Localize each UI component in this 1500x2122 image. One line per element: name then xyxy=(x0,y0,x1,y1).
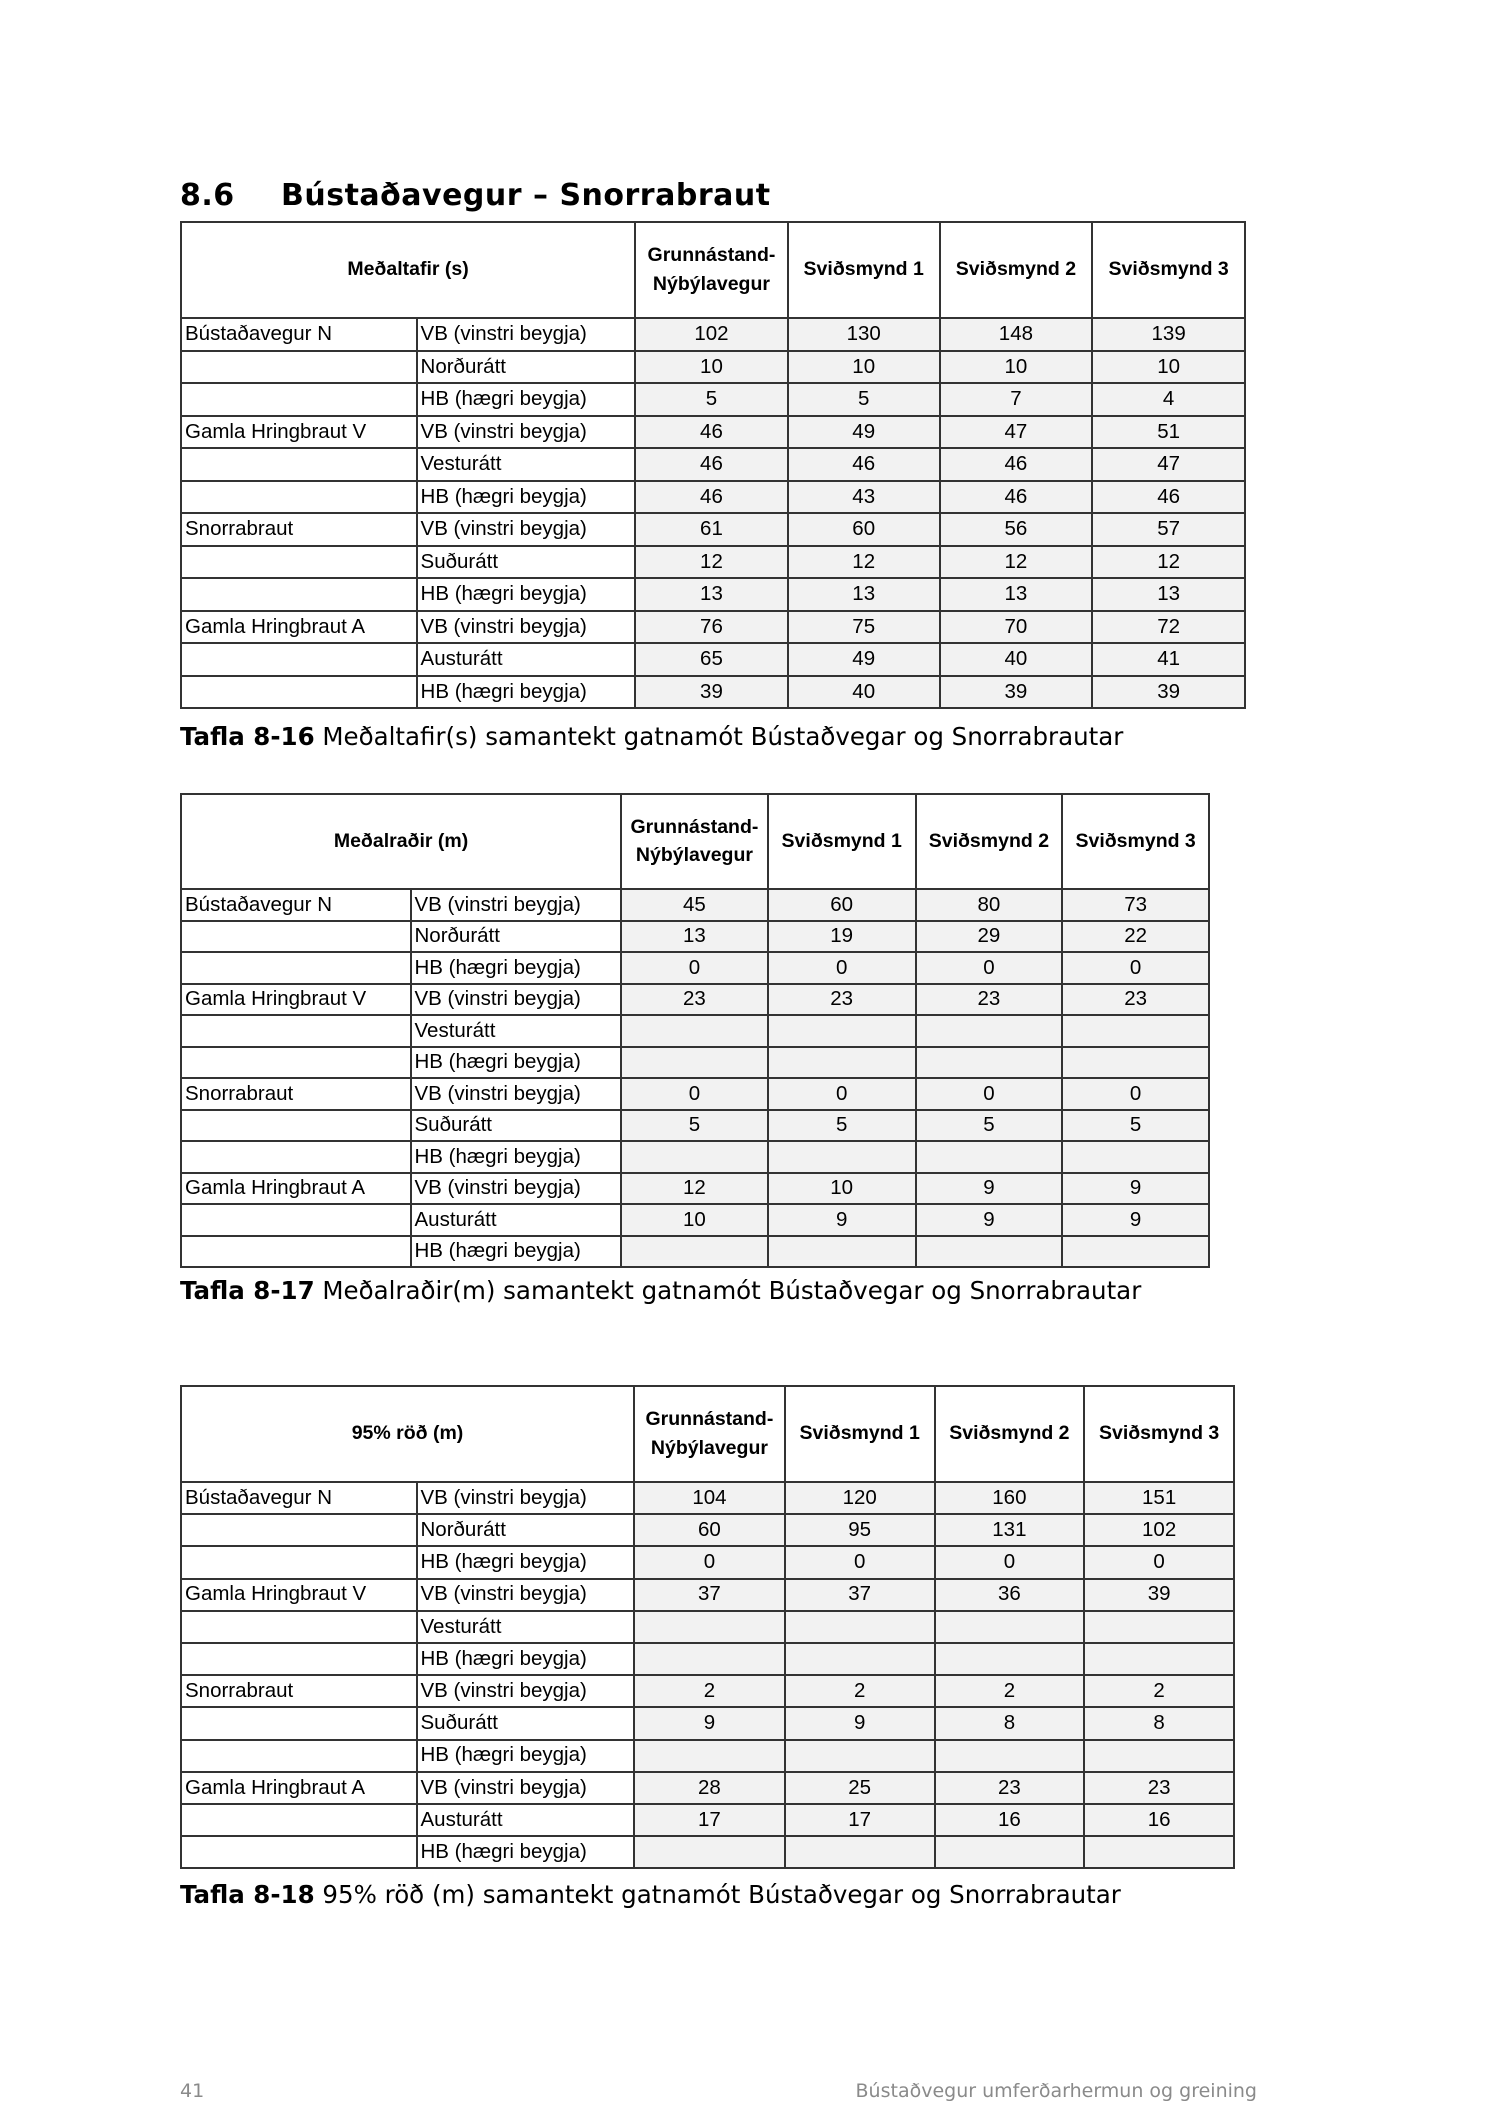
location-cell xyxy=(181,676,417,709)
value-cell: 2 xyxy=(935,1675,1085,1707)
location-cell: Bústaðavegur N xyxy=(181,318,417,351)
value-cell: 39 xyxy=(635,676,788,709)
location-cell xyxy=(181,546,417,579)
value-cell xyxy=(785,1836,935,1868)
value-cell: 40 xyxy=(940,643,1093,676)
value-cell xyxy=(768,1015,916,1047)
value-cell: 0 xyxy=(785,1546,935,1578)
col-header-baseline xyxy=(634,1386,785,1482)
table-body xyxy=(181,889,1209,1267)
location-cell xyxy=(181,1707,417,1739)
caption-label: Tafla 8-17 xyxy=(180,1276,315,1305)
document-title: Bústaðvegur umferðarhermun og greining xyxy=(855,2080,1257,2102)
value-cell: 36 xyxy=(935,1579,1085,1611)
table-row xyxy=(181,611,1245,644)
movement-cell: HB (hægri beygja) xyxy=(417,383,636,416)
value-cell xyxy=(1084,1740,1234,1772)
location-cell: Gamla Hringbraut A xyxy=(181,611,417,644)
value-cell: 9 xyxy=(634,1707,785,1739)
location-cell xyxy=(181,351,417,384)
value-cell: 12 xyxy=(1092,546,1245,579)
table-title-cell: Meðalraðir (m) xyxy=(181,794,621,889)
value-cell: 70 xyxy=(940,611,1093,644)
caption-text: Meðalraðir(m) samantekt gatnamót Bústaðvegar og Snorrabrautar xyxy=(314,1276,1142,1305)
value-cell: 0 xyxy=(916,1078,1063,1110)
value-cell: 5 xyxy=(621,1110,768,1142)
location-cell: Gamla Hringbraut A xyxy=(181,1173,411,1205)
value-cell: 13 xyxy=(621,921,768,953)
value-cell: 51 xyxy=(1092,416,1245,449)
value-cell: 22 xyxy=(1062,921,1209,953)
col-header-scenario-3: Sviðsmynd 3 xyxy=(1092,222,1245,318)
value-cell: 9 xyxy=(1062,1204,1209,1236)
caption-label: Tafla 8-18 xyxy=(180,1880,315,1909)
location-cell xyxy=(181,1110,411,1142)
value-cell xyxy=(916,1236,1063,1268)
value-cell xyxy=(768,1141,916,1173)
header-row xyxy=(181,794,1209,889)
location-cell: Bústaðavegur N xyxy=(181,889,411,921)
location-cell xyxy=(181,1804,417,1836)
value-cell: 0 xyxy=(621,952,768,984)
table-caption xyxy=(180,1880,1121,1909)
movement-cell: VB (vinstri beygja) xyxy=(417,1675,635,1707)
location-cell xyxy=(181,1836,417,1868)
value-cell xyxy=(768,1047,916,1079)
movement-cell: Austurátt xyxy=(417,1804,635,1836)
section-title: Bústaðavegur – Snorrabraut xyxy=(281,178,771,213)
movement-cell: VB (vinstri beygja) xyxy=(417,1772,635,1804)
movement-cell: Austurátt xyxy=(411,1204,622,1236)
value-cell xyxy=(1062,1015,1209,1047)
movement-cell: HB (hægri beygja) xyxy=(411,1236,622,1268)
value-cell xyxy=(621,1141,768,1173)
value-cell: 0 xyxy=(1062,1078,1209,1110)
table-row xyxy=(181,1141,1209,1173)
col-header-scenario-1: Sviðsmynd 1 xyxy=(788,222,940,318)
value-cell: 13 xyxy=(940,578,1093,611)
col-header-baseline-line2: Nýbýlavegur xyxy=(635,844,753,866)
table-row xyxy=(181,1740,1234,1772)
table-row xyxy=(181,1643,1234,1675)
value-cell xyxy=(621,1015,768,1047)
table-row xyxy=(181,1236,1209,1268)
value-cell: 49 xyxy=(788,643,940,676)
movement-cell: Suðurátt xyxy=(411,1110,622,1142)
movement-cell: Austurátt xyxy=(417,643,636,676)
movement-cell: HB (hægri beygja) xyxy=(417,1546,635,1578)
value-cell: 16 xyxy=(935,1804,1085,1836)
value-cell: 37 xyxy=(785,1579,935,1611)
table-row xyxy=(181,1611,1234,1643)
value-cell: 13 xyxy=(1092,578,1245,611)
table-row xyxy=(181,952,1209,984)
value-cell: 80 xyxy=(916,889,1063,921)
table-row xyxy=(181,1707,1234,1739)
value-cell xyxy=(785,1643,935,1675)
header-row xyxy=(181,222,1245,318)
value-cell: 120 xyxy=(785,1482,935,1514)
value-cell: 60 xyxy=(768,889,916,921)
value-cell: 148 xyxy=(940,318,1093,351)
value-cell: 7 xyxy=(940,383,1093,416)
location-cell xyxy=(181,1141,411,1173)
value-cell: 5 xyxy=(916,1110,1063,1142)
value-cell: 57 xyxy=(1092,513,1245,546)
caption-text: Meðaltafir(s) samantekt gatnamót Bústaðvegar og Snorrabrautar xyxy=(314,722,1124,751)
value-cell: 0 xyxy=(916,952,1063,984)
value-cell: 28 xyxy=(634,1772,785,1804)
value-cell: 2 xyxy=(785,1675,935,1707)
value-cell: 60 xyxy=(634,1514,785,1546)
table-row xyxy=(181,1772,1234,1804)
table-row xyxy=(181,351,1245,384)
value-cell xyxy=(935,1836,1085,1868)
table-row xyxy=(181,921,1209,953)
header-row xyxy=(181,1386,1234,1482)
value-cell: 46 xyxy=(635,448,788,481)
value-cell: 37 xyxy=(634,1579,785,1611)
movement-cell: VB (vinstri beygja) xyxy=(411,889,622,921)
value-cell: 23 xyxy=(1084,1772,1234,1804)
section-number: 8.6 xyxy=(180,178,235,213)
location-cell xyxy=(181,643,417,676)
location-cell xyxy=(181,1204,411,1236)
movement-cell: Norðurátt xyxy=(417,351,636,384)
location-cell: Gamla Hringbraut V xyxy=(181,416,417,449)
value-cell: 72 xyxy=(1092,611,1245,644)
location-cell: Gamla Hringbraut V xyxy=(181,1579,417,1611)
col-header-scenario-2: Sviðsmynd 2 xyxy=(916,794,1063,889)
value-cell: 40 xyxy=(788,676,940,709)
value-cell: 5 xyxy=(635,383,788,416)
table-row xyxy=(181,676,1245,709)
col-header-baseline-line1: Grunnástand- xyxy=(647,244,776,266)
value-cell: 23 xyxy=(916,984,1063,1016)
location-cell xyxy=(181,1514,417,1546)
value-cell: 12 xyxy=(788,546,940,579)
value-cell: 10 xyxy=(621,1204,768,1236)
value-cell xyxy=(916,1141,1063,1173)
value-cell: 10 xyxy=(1092,351,1245,384)
location-cell xyxy=(181,1015,411,1047)
value-cell: 73 xyxy=(1062,889,1209,921)
col-header-baseline xyxy=(635,222,788,318)
table-row xyxy=(181,1675,1234,1707)
movement-cell: HB (hægri beygja) xyxy=(417,1643,635,1675)
value-cell: 130 xyxy=(788,318,940,351)
table-row xyxy=(181,1047,1209,1079)
value-cell: 39 xyxy=(940,676,1093,709)
table-row xyxy=(181,1078,1209,1110)
value-cell: 10 xyxy=(768,1173,916,1205)
movement-cell: VB (vinstri beygja) xyxy=(417,611,636,644)
col-header-scenario-3: Sviðsmynd 3 xyxy=(1062,794,1209,889)
value-cell: 46 xyxy=(635,416,788,449)
value-cell xyxy=(634,1836,785,1868)
col-header-baseline-line1: Grunnástand- xyxy=(645,1408,774,1430)
value-cell: 47 xyxy=(940,416,1093,449)
value-cell: 9 xyxy=(916,1173,1063,1205)
movement-cell: VB (vinstri beygja) xyxy=(411,984,622,1016)
value-cell: 46 xyxy=(940,448,1093,481)
value-cell: 0 xyxy=(935,1546,1085,1578)
table-row xyxy=(181,416,1245,449)
value-cell: 13 xyxy=(635,578,788,611)
value-cell: 65 xyxy=(635,643,788,676)
value-cell xyxy=(785,1740,935,1772)
value-cell: 17 xyxy=(785,1804,935,1836)
movement-cell: Vesturátt xyxy=(411,1015,622,1047)
table-row xyxy=(181,448,1245,481)
value-cell: 23 xyxy=(768,984,916,1016)
value-cell: 43 xyxy=(788,481,940,514)
location-cell xyxy=(181,952,411,984)
value-cell: 47 xyxy=(1092,448,1245,481)
movement-cell: VB (vinstri beygja) xyxy=(417,1482,635,1514)
movement-cell: HB (hægri beygja) xyxy=(417,481,636,514)
col-header-baseline xyxy=(621,794,768,889)
value-cell: 39 xyxy=(1092,676,1245,709)
location-cell: Snorrabraut xyxy=(181,513,417,546)
value-cell xyxy=(916,1015,1063,1047)
value-cell xyxy=(768,1236,916,1268)
table-row xyxy=(181,1836,1234,1868)
value-cell: 12 xyxy=(621,1173,768,1205)
value-cell: 9 xyxy=(916,1204,1063,1236)
table-row xyxy=(181,643,1245,676)
value-cell: 41 xyxy=(1092,643,1245,676)
value-cell xyxy=(621,1236,768,1268)
movement-cell: Vesturátt xyxy=(417,448,636,481)
value-cell: 131 xyxy=(935,1514,1085,1546)
value-cell xyxy=(1062,1141,1209,1173)
value-cell xyxy=(634,1643,785,1675)
movement-cell: VB (vinstri beygja) xyxy=(411,1173,622,1205)
table-row xyxy=(181,1482,1234,1514)
value-cell: 104 xyxy=(634,1482,785,1514)
location-cell xyxy=(181,921,411,953)
table-row xyxy=(181,513,1245,546)
table-row xyxy=(181,1546,1234,1578)
value-cell: 0 xyxy=(634,1546,785,1578)
col-header-baseline-line2: Nýbýlavegur xyxy=(650,1436,768,1459)
value-cell: 12 xyxy=(940,546,1093,579)
value-cell xyxy=(916,1047,1063,1079)
table-row xyxy=(181,383,1245,416)
value-cell: 10 xyxy=(940,351,1093,384)
value-cell: 160 xyxy=(935,1482,1085,1514)
table-row xyxy=(181,1173,1209,1205)
value-cell: 8 xyxy=(1084,1707,1234,1739)
value-cell xyxy=(621,1047,768,1079)
movement-cell: HB (hægri beygja) xyxy=(411,952,622,984)
movement-cell: VB (vinstri beygja) xyxy=(417,1579,635,1611)
value-cell xyxy=(785,1611,935,1643)
table-row xyxy=(181,1514,1234,1546)
table-row xyxy=(181,1110,1209,1142)
location-cell: Gamla Hringbraut V xyxy=(181,984,411,1016)
caption-label: Tafla 8-16 xyxy=(180,722,315,751)
col-header-scenario-3: Sviðsmynd 3 xyxy=(1084,1386,1234,1482)
table-row xyxy=(181,1204,1209,1236)
col-header-scenario-2: Sviðsmynd 2 xyxy=(935,1386,1085,1482)
movement-cell: Suðurátt xyxy=(417,546,636,579)
movement-cell: HB (hægri beygja) xyxy=(417,1740,635,1772)
movement-cell: HB (hægri beygja) xyxy=(411,1047,622,1079)
value-cell xyxy=(1084,1611,1234,1643)
value-cell xyxy=(1084,1836,1234,1868)
caption-text: 95% röð (m) samantekt gatnamót Bústaðvegar og Snorrabrautar xyxy=(314,1880,1121,1909)
value-cell: 19 xyxy=(768,921,916,953)
movement-cell: HB (hægri beygja) xyxy=(411,1141,622,1173)
value-cell xyxy=(935,1643,1085,1675)
value-cell: 0 xyxy=(1084,1546,1234,1578)
location-cell: Snorrabraut xyxy=(181,1675,417,1707)
table-title-cell: 95% röð (m) xyxy=(181,1386,634,1482)
table-row xyxy=(181,889,1209,921)
location-cell: Gamla Hringbraut A xyxy=(181,1772,417,1804)
value-cell xyxy=(935,1740,1085,1772)
value-cell xyxy=(1084,1643,1234,1675)
value-cell: 76 xyxy=(635,611,788,644)
table-body xyxy=(181,1482,1234,1868)
table-row xyxy=(181,1015,1209,1047)
col-header-scenario-1: Sviðsmynd 1 xyxy=(768,794,916,889)
value-cell: 2 xyxy=(1084,1675,1234,1707)
value-cell xyxy=(634,1611,785,1643)
movement-cell: HB (hægri beygja) xyxy=(417,578,636,611)
table-row xyxy=(181,318,1245,351)
movement-cell: VB (vinstri beygja) xyxy=(417,513,636,546)
col-header-baseline-line1: Grunnástand- xyxy=(630,815,759,838)
value-cell: 8 xyxy=(935,1707,1085,1739)
value-cell: 39 xyxy=(1084,1579,1234,1611)
value-cell: 13 xyxy=(788,578,940,611)
value-cell: 29 xyxy=(916,921,1063,953)
value-cell xyxy=(634,1740,785,1772)
value-cell xyxy=(1062,1236,1209,1268)
value-cell: 5 xyxy=(788,383,940,416)
value-cell: 0 xyxy=(768,1078,916,1110)
table-row xyxy=(181,546,1245,579)
location-cell xyxy=(181,1740,417,1772)
value-cell: 46 xyxy=(940,481,1093,514)
table-row xyxy=(181,578,1245,611)
table-caption xyxy=(180,1276,1141,1305)
location-cell xyxy=(181,578,417,611)
table-body xyxy=(181,318,1245,708)
movement-cell: Suðurátt xyxy=(417,1707,635,1739)
col-header-scenario-1: Sviðsmynd 1 xyxy=(785,1386,935,1482)
value-cell: 56 xyxy=(940,513,1093,546)
value-cell: 0 xyxy=(1062,952,1209,984)
location-cell xyxy=(181,448,417,481)
value-cell: 9 xyxy=(1062,1173,1209,1205)
location-cell xyxy=(181,481,417,514)
value-cell xyxy=(1062,1047,1209,1079)
location-cell xyxy=(181,1047,411,1079)
table-title-cell: Meðaltafir (s) xyxy=(181,222,635,318)
movement-cell: VB (vinstri beygja) xyxy=(411,1078,622,1110)
location-cell xyxy=(181,1236,411,1268)
value-cell: 17 xyxy=(634,1804,785,1836)
queue-95-table xyxy=(180,1385,1235,1869)
value-cell: 46 xyxy=(1092,481,1245,514)
table-caption xyxy=(180,722,1123,751)
value-cell: 95 xyxy=(785,1514,935,1546)
value-cell: 10 xyxy=(788,351,940,384)
value-cell: 12 xyxy=(635,546,788,579)
table-row xyxy=(181,1804,1234,1836)
value-cell: 25 xyxy=(785,1772,935,1804)
value-cell: 0 xyxy=(768,952,916,984)
value-cell: 102 xyxy=(635,318,788,351)
queue-mean-table xyxy=(180,793,1210,1268)
value-cell: 60 xyxy=(788,513,940,546)
location-cell: Snorrabraut xyxy=(181,1078,411,1110)
movement-cell: VB (vinstri beygja) xyxy=(417,416,636,449)
value-cell: 75 xyxy=(788,611,940,644)
value-cell: 102 xyxy=(1084,1514,1234,1546)
value-cell: 9 xyxy=(768,1204,916,1236)
value-cell: 16 xyxy=(1084,1804,1234,1836)
value-cell: 46 xyxy=(788,448,940,481)
location-cell xyxy=(181,1611,417,1643)
section-heading xyxy=(180,178,771,213)
value-cell: 49 xyxy=(788,416,940,449)
value-cell: 151 xyxy=(1084,1482,1234,1514)
movement-cell: HB (hægri beygja) xyxy=(417,1836,635,1868)
location-cell xyxy=(181,383,417,416)
value-cell: 23 xyxy=(935,1772,1085,1804)
value-cell: 23 xyxy=(1062,984,1209,1016)
value-cell: 46 xyxy=(635,481,788,514)
value-cell: 139 xyxy=(1092,318,1245,351)
movement-cell: Norðurátt xyxy=(411,921,622,953)
delay-table xyxy=(180,221,1246,709)
movement-cell: Vesturátt xyxy=(417,1611,635,1643)
movement-cell: Norðurátt xyxy=(417,1514,635,1546)
table-row xyxy=(181,1579,1234,1611)
page-number: 41 xyxy=(180,2080,205,2102)
value-cell: 2 xyxy=(634,1675,785,1707)
col-header-baseline-line2: Nýbýlavegur xyxy=(652,272,770,295)
value-cell: 9 xyxy=(785,1707,935,1739)
location-cell xyxy=(181,1546,417,1578)
col-header-scenario-2: Sviðsmynd 2 xyxy=(940,222,1093,318)
location-cell xyxy=(181,1643,417,1675)
table-row xyxy=(181,984,1209,1016)
location-cell: Bústaðavegur N xyxy=(181,1482,417,1514)
table-row xyxy=(181,481,1245,514)
value-cell: 0 xyxy=(621,1078,768,1110)
value-cell: 23 xyxy=(621,984,768,1016)
movement-cell: VB (vinstri beygja) xyxy=(417,318,636,351)
value-cell: 5 xyxy=(1062,1110,1209,1142)
movement-cell: HB (hægri beygja) xyxy=(417,676,636,709)
value-cell: 4 xyxy=(1092,383,1245,416)
value-cell: 5 xyxy=(768,1110,916,1142)
value-cell xyxy=(935,1611,1085,1643)
value-cell: 61 xyxy=(635,513,788,546)
value-cell: 45 xyxy=(621,889,768,921)
value-cell: 10 xyxy=(635,351,788,384)
